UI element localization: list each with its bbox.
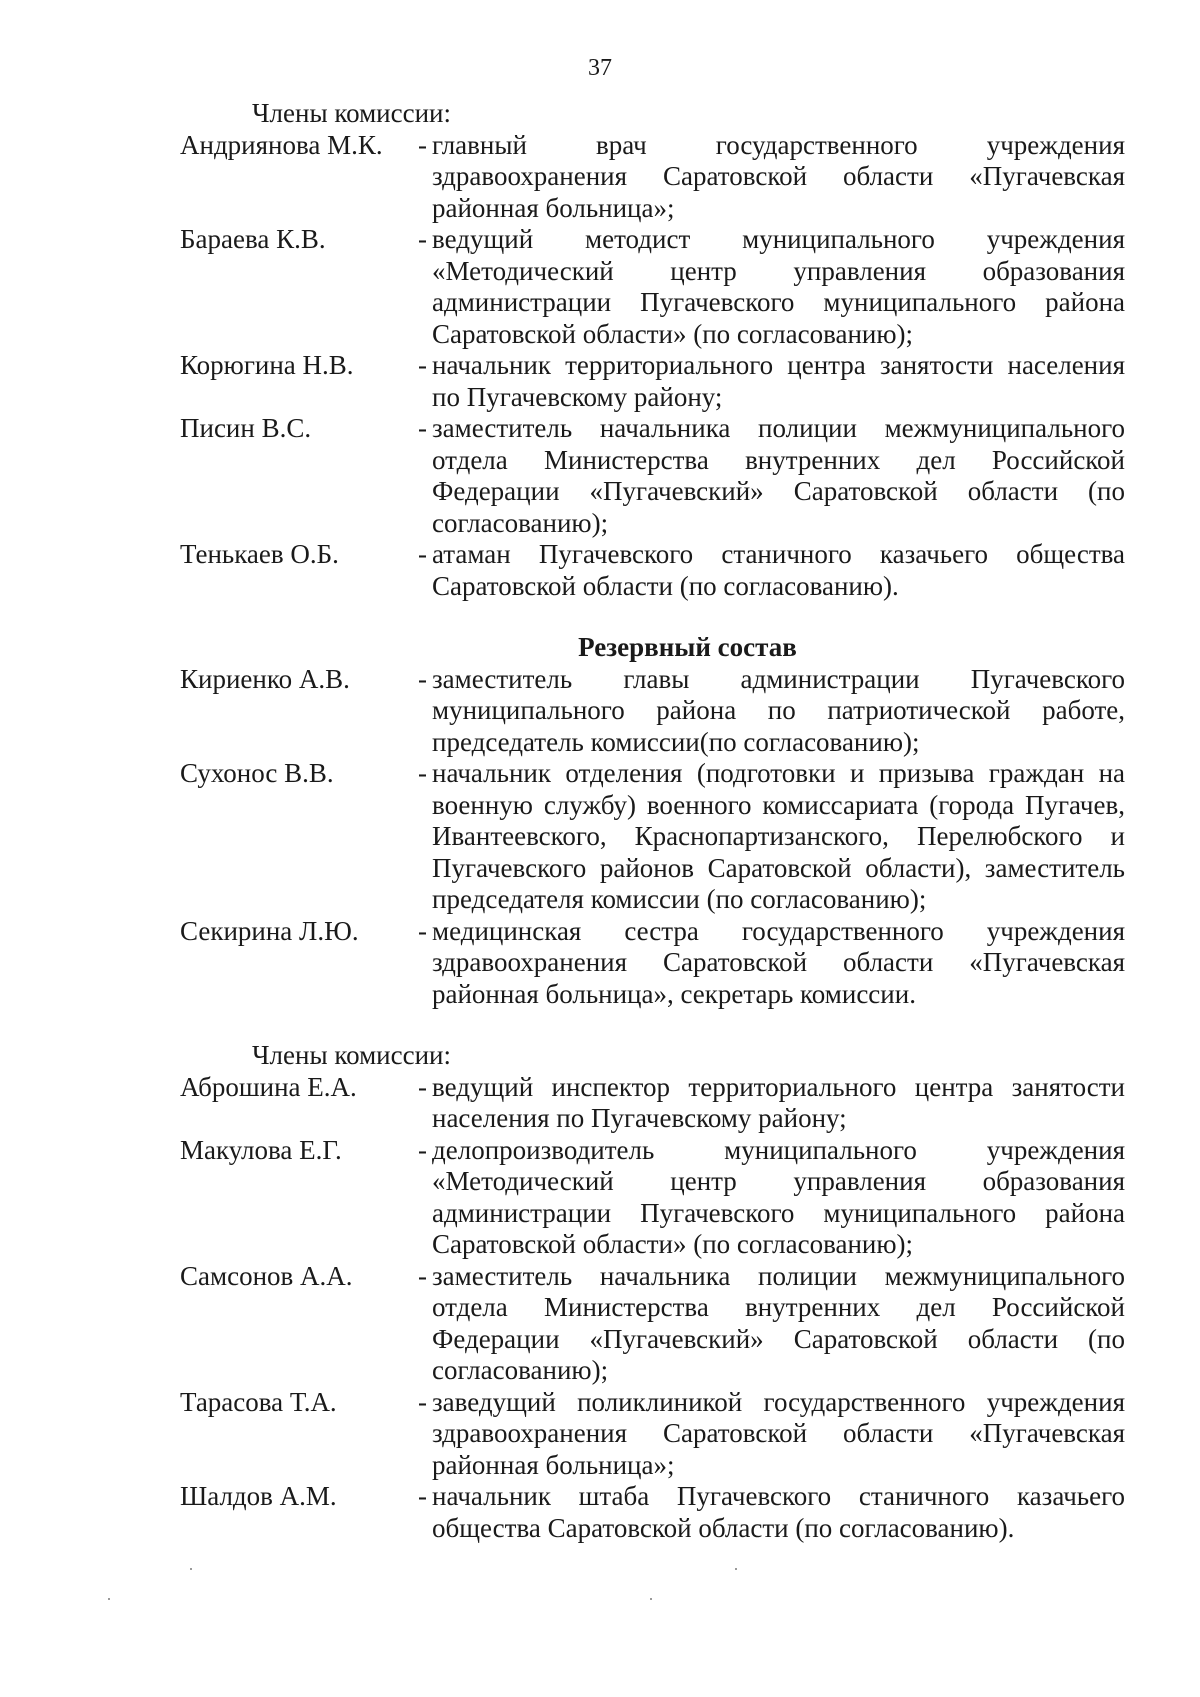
member-position: начальник штаба Пугачевского станичного казачьего общества Саратовской области (по согласованию). bbox=[432, 1481, 1125, 1543]
section-title-reserve: Резервный состав bbox=[578, 632, 797, 662]
page-number: 37 bbox=[588, 55, 612, 81]
entry-dash: - bbox=[418, 129, 427, 160]
entry-dash: - bbox=[418, 413, 427, 443]
member-entry bbox=[180, 1135, 1125, 1261]
member-position: атаман Пугачевского станичного казачьего общества Саратовской области (по согласованию). bbox=[432, 539, 1125, 601]
member-name: Тенькаев О.Б. bbox=[180, 539, 339, 569]
member-position: начальник территориального центра занятости населения по Пугачевскому району; bbox=[432, 350, 1125, 412]
member-name: Тарасова Т.А. bbox=[180, 1386, 337, 1417]
member-name: Бараева К.В. bbox=[180, 224, 326, 254]
section-spacer bbox=[180, 602, 1125, 632]
member-position: заведущий поликлиникой государственного учреждения здравоохранения Саратовской области «Пугачевская районная больница»; bbox=[432, 1386, 1125, 1480]
member-position: медицинская сестра государственного учреждения здравоохранения Саратовской области «Пугачевская районная больница», секретарь комиссии. bbox=[432, 915, 1125, 1009]
entry-dash: - bbox=[418, 539, 427, 569]
member-entry bbox=[180, 130, 1125, 225]
entry-dash: - bbox=[418, 1134, 427, 1165]
scan-speck bbox=[190, 1568, 192, 1570]
member-name: Самсонов А.А. bbox=[180, 1260, 353, 1291]
entry-dash: - bbox=[418, 758, 427, 788]
member-entry bbox=[180, 350, 1125, 413]
entry-dash: - bbox=[418, 915, 427, 946]
section-label-members: Члены комиссии: bbox=[252, 98, 451, 128]
member-name: Кириенко А.В. bbox=[180, 663, 350, 694]
scan-speck bbox=[650, 1598, 652, 1600]
member-position: главный врач государственного учреждения здравоохранения Саратовской области «Пугачевская районная больница»; bbox=[432, 129, 1125, 223]
member-position: делопроизводитель муниципального учреждения «Методический центр управления образования администрации Пугачевского муниципального района Саратовской области» (по согласованию); bbox=[432, 1134, 1125, 1259]
member-name: Секирина Л.Ю. bbox=[180, 915, 359, 946]
member-name: Шалдов А.М. bbox=[180, 1481, 337, 1511]
entry-dash: - bbox=[418, 1386, 427, 1417]
entry-dash: - bbox=[418, 224, 427, 254]
member-name: Макулова Е.Г. bbox=[180, 1134, 342, 1165]
member-entry bbox=[180, 1481, 1125, 1544]
member-entry bbox=[180, 224, 1125, 350]
member-entry bbox=[180, 1387, 1125, 1482]
entry-dash: - bbox=[418, 1481, 427, 1511]
member-name: Писин В.С. bbox=[180, 413, 312, 443]
entry-dash: - bbox=[418, 663, 427, 694]
member-position: ведущий методист муниципального учреждения «Методический центр управления образования администрации Пугачевского муниципального района Саратовской области» (по согласованию); bbox=[432, 224, 1125, 349]
member-entry bbox=[180, 1261, 1125, 1387]
member-entry bbox=[180, 1072, 1125, 1135]
member-position: заместитель начальника полиции межмуниципального отдела Министерства внутренних дел Российской Федерации «Пугачевский» Саратовской области (по согласованию); bbox=[432, 1260, 1125, 1385]
member-entry bbox=[180, 413, 1125, 539]
member-position: заместитель главы администрации Пугачевского муниципального района по патриотической работе, председатель комиссии(по согласованию); bbox=[432, 663, 1125, 757]
entry-dash: - bbox=[418, 1071, 427, 1102]
member-name: Андриянова М.К. bbox=[180, 129, 383, 160]
section-label-members: Члены комиссии: bbox=[252, 1040, 451, 1070]
member-name: Сухонос В.В. bbox=[180, 758, 334, 788]
member-name: Корюгина Н.В. bbox=[180, 350, 354, 380]
entry-dash: - bbox=[418, 1260, 427, 1291]
member-position: заместитель начальника полиции межмуниципального отдела Министерства внутренних дел Российской Федерации «Пугачевский» Саратовской области (по согласованию); bbox=[432, 413, 1125, 538]
document-body bbox=[180, 98, 1125, 1544]
member-position: ведущий инспектор территориального центра занятости населения по Пугачевскому району; bbox=[432, 1071, 1125, 1133]
member-entry bbox=[180, 664, 1125, 759]
member-entry bbox=[180, 916, 1125, 1011]
scan-speck bbox=[735, 1568, 737, 1570]
scan-speck bbox=[108, 1598, 110, 1600]
entry-dash: - bbox=[418, 350, 427, 380]
member-name: Аброшина Е.А. bbox=[180, 1071, 357, 1102]
section-spacer bbox=[180, 1010, 1125, 1040]
member-position: начальник отделения (подготовки и призыва граждан на военную службу) военного комиссариата (города Пугачев, Ивантеевского, Краснопартизанского, Перелюбского и Пугачевского районов Саратовской области), заместитель председателя комиссии (по согласованию); bbox=[432, 758, 1125, 914]
member-entry bbox=[180, 539, 1125, 602]
member-entry bbox=[180, 758, 1125, 916]
